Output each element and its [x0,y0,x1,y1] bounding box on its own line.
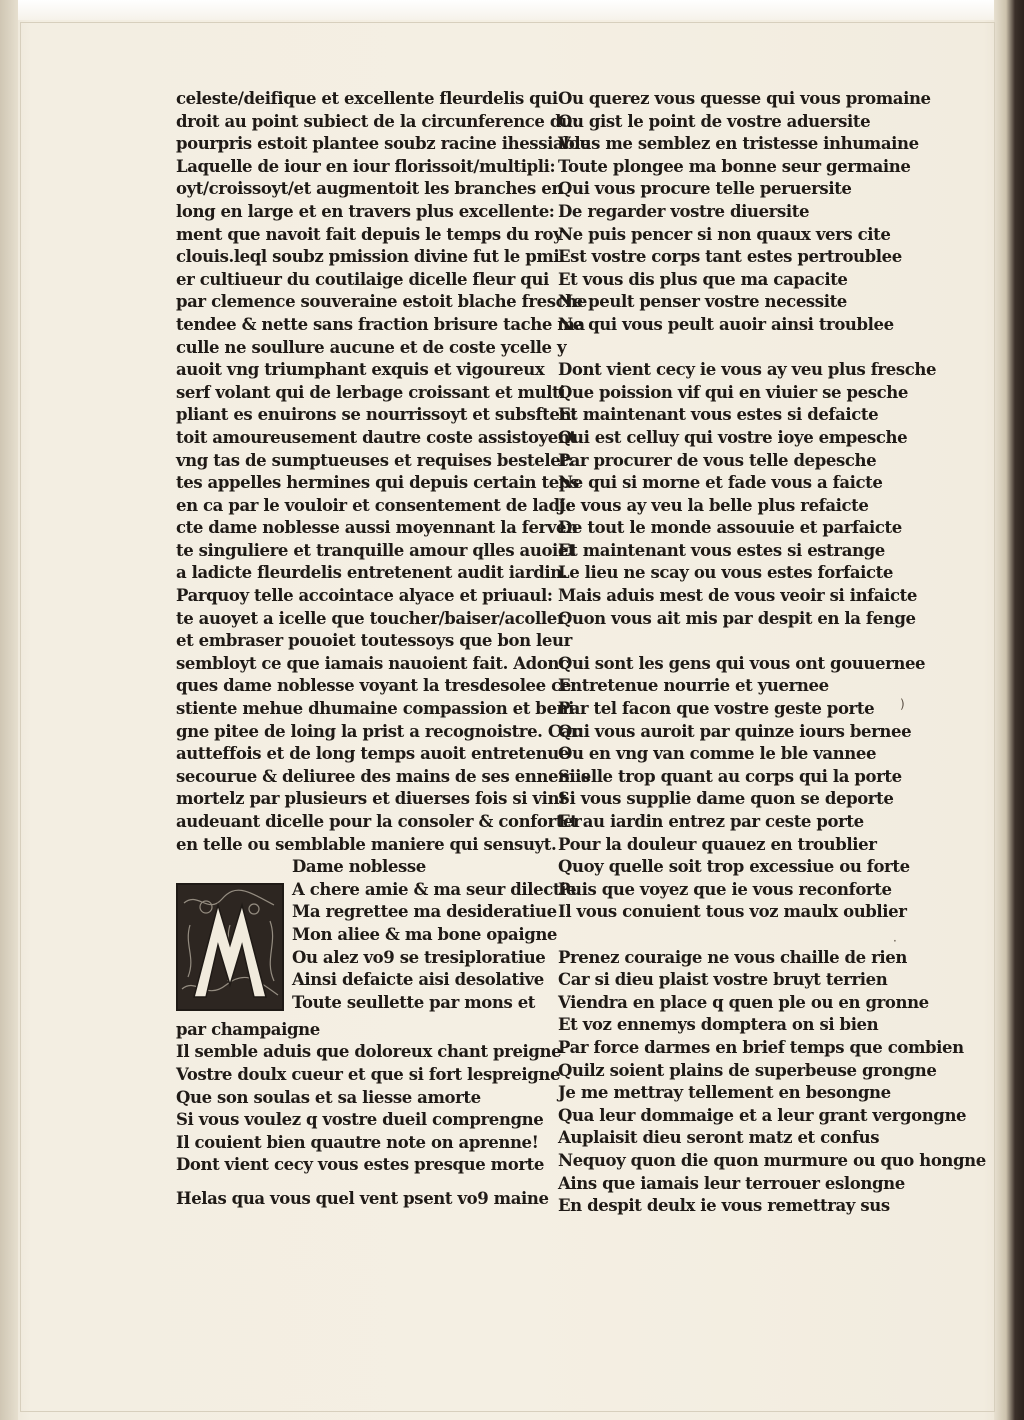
verse-line: par champaigne [176,1019,320,1039]
prose-line: celeste/deifique et excellente fleurdelis qui [176,89,558,108]
prose-line: serf volant qui de lerbage croissant et multi [176,382,566,402]
verse-line: Qui vous auroit par quinze iours bernee [558,721,912,741]
verse-line: Il semble aduis que doloreux chant preigne [176,1042,562,1062]
verse-line: Ains que iamais leur terrouer eslongne [558,1173,905,1193]
verse-line: Puis que voyez que ie vous reconforte [558,879,892,899]
prose-line: Laquelle de iour en iour florissoit/multipli: [176,156,556,176]
verse-line: De tout le monde assouuie et parfaicte [558,518,902,538]
verse-line: Quilz soient plains de superbeuse grongne [558,1060,937,1080]
verse-line: Entretenue nourrie et yuernee [558,676,829,696]
prose-line: vng tas de sumptueuses et requises bestelet: [176,450,574,470]
verse-line: Ne qui vous peult auoir ainsi troublee [558,314,894,334]
prose-line: ques dame noblesse voyant la tresdesolee ce: [176,676,577,696]
prose-line: mortelz par plusieurs et diuerses fois si vint [176,789,567,809]
verse-line: Si vous supplie dame quon se deporte [558,789,894,809]
prose-line: secourue & deliuree des mains de ses ennemis [176,766,590,786]
verse-line: Car si dieu plaist vostre bruyt terrien [558,970,888,990]
prose-line: tendee & nette sans fraction brisure tache ma [176,314,585,334]
verse-line: Il vous conuient tous voz maulx oublier [558,902,907,922]
verse-line: Ainsi defaicte aisi desolative [292,970,544,990]
verse-line: Ma regrettee ma desideratiue [292,902,557,922]
signature-mark: · [893,934,897,948]
verse-line: A chere amie & ma seur dilectie [292,879,577,899]
prose-line: Parquoy telle accointace alyace et priuaul: [176,586,553,606]
verse-line: Le lieu ne scay ou vous estes forfaicte [558,563,893,583]
verse-line: Ou en vng van comme le ble vannee [558,744,877,764]
verse-line: Vostre doulx cueur et que si fort lespreigne [176,1064,561,1084]
decorated-initial-m-image [176,883,284,1011]
verse-line: Je me mettray tellement en besongne [558,1083,891,1103]
verse-line: Si vous voulez q vostre dueil comprengne [176,1110,544,1130]
verse-line: Par procurer de vous telle depesche [558,450,877,470]
verse-line: Vous me semblez en tristesse inhumaine [558,134,919,154]
prose-line: droit au point subiect de la circunference du: [176,111,579,131]
prose-line: ment que navoit fait depuis le temps du roy [176,224,563,244]
verse-line: Auplaisit dieu seront matz et confus [558,1128,880,1148]
verse-line: Ou querez vous quesse qui vous promaine [558,89,931,108]
verse-line: Nequoy quon die quon murmure ou quo hongne [558,1150,986,1170]
prose-line: toit amoureusement dautre coste assistoyent [176,427,577,447]
verse-line: Dont vient cecy vous estes presque morte [176,1155,544,1175]
left-last-line: Helas qua vous quel vent psent vo9 maine [176,1188,549,1208]
margin-mark: ) [900,697,905,711]
verse-line: Ou alez vo9 se tresiploratiue [292,947,546,967]
prose-line: culle ne soullure aucune et de coste ycelle y [176,337,567,357]
prose-line: en telle ou semblable maniere qui sensuyt. [176,834,557,854]
verse-line: Qui sont les gens qui vous ont gouuernee [558,653,926,673]
book-binding-edge [994,0,1024,1420]
verse-beside-initial [292,879,576,1015]
left-column [176,88,591,1211]
verse-line: Ne puis pencer si non quaux vers cite [558,224,891,244]
stanza-2 [558,359,958,630]
verse-line: De regarder vostre diuersite [558,201,810,221]
drop-cap-block [176,879,577,1019]
right-column [558,88,986,1218]
prose-line: audeuant dicelle pour la consoler & conforter [176,812,582,831]
speaker-heading: Dame noblesse [292,857,426,877]
verse-line: Ne peult penser vostre necessite [558,292,847,312]
verse-line: Toute seullette par mons et [292,992,536,1012]
verse-line: En despit deulx ie vous remettray sus [558,1196,890,1216]
prose-line: te singuliere et tranquille amour qlles auoiet [176,540,576,560]
verse-line: Et vous dis plus que ma capacite [558,269,848,289]
verse-line: Qui vous procure telle peruersite [558,179,852,199]
prose-line: par clemence souveraine estoit blache fresche [176,292,587,312]
verse-line: Dont vient cecy ie vous ay veu plus fresche [558,360,937,380]
verse-line: Ou gist le point de vostre aduersite [558,111,871,131]
stanza-1 [558,88,958,337]
verse-after-initial [176,1019,562,1177]
verse-line: Qua leur dommaige et a leur grant vergongne [558,1105,967,1125]
verse-line: Mon aliee & ma bone opaigne [292,924,558,944]
verse-line: Est vostre corps tant estes pertroublee [558,247,902,267]
prose-line: er cultiueur du coutilaige dicelle fleur qui [176,269,549,289]
verse-line: Quoy quelle soit trop excessiue ou forte [558,857,910,877]
verse-line: Par force darmes en brief temps que combien [558,1037,964,1057]
verse-line: Et au iardin entrez par ceste porte [558,812,864,831]
verse-line: Et voz ennemys domptera on si bien [558,1015,879,1035]
prose-line: clouis.leql soubz pmission divine fut le pmi: [176,247,565,267]
verse-line: Et maintenant vous estes si defaicte [558,405,879,425]
verse-line: Qui est celluy qui vostre ioye empesche [558,427,908,447]
prose-line: cte dame noblesse aussi moyennant la ferven [176,518,578,538]
prose-line: et embraser pouoiet toutessoys que bon leur [176,631,572,651]
verse-line: Pour la douleur quauez en troublier [558,834,877,854]
prose-line: long en large et en travers plus excellente: [176,201,555,221]
verse-line: Mais aduis mest de vous veoir si infaicte [558,586,917,606]
verse-line: Que poission vif qui en viuier se pesche [558,382,908,402]
stanza-3 [558,653,958,924]
verse-line: Ne qui si morne et fade vous a faicte [558,473,883,493]
verse-line: Et maintenant vous estes si estrange [558,540,885,560]
prose-line: oyt/croissoyt/et augmentoit les branches en [176,179,563,199]
prose-line: pliant es enuirons se nourrissoyt et subsften: [176,405,577,425]
prose-block [176,88,591,856]
verse-line: Je vous ay veu la belle plus refaicte [558,495,869,515]
prose-line: pourpris estoit plantee soubz racine ihessiable [176,134,591,154]
prose-line: gne pitee de loing la prist a recognoistre. Car [176,721,580,741]
verse-line: Que son soulas et sa liesse amorte [176,1087,481,1107]
prose-line: stiente mehue dhumaine compassion et beni: [176,699,580,719]
verse-line: Prenez couraige ne vous chaille de rien [558,947,907,967]
prose-line: te auoyet a icelle que toucher/baiser/acoller [176,608,566,628]
verse-line: Viendra en place q quen ple ou en gronne [558,992,929,1012]
top-margin [0,0,1024,20]
prose-line: autteffois et de long temps auoit entretenue [176,744,569,764]
verse-line: Toute plongee ma bonne seur germaine [558,156,911,176]
prose-line: en ca par le vouloir et consentement de ladi: [176,495,572,515]
verse-line: Si elle trop quant au corps qui la porte [558,766,902,786]
prose-line: auoit vng triumphant exquis et vigoureux [176,360,545,380]
stanza-4 [558,947,986,1218]
page-left-edge [0,0,18,1420]
verse-line: Quon vous ait mis par despit en la fenge [558,608,916,628]
prose-line: a ladicte fleurdelis entretenent audit iardin. [176,563,568,583]
verse-line: Par tel facon que vostre geste porte [558,699,875,719]
verse-line: Il couient bien quautre note on aprenne! [176,1132,539,1152]
prose-line: sembloyt ce que iamais nauoient fait. Adonc [176,653,569,673]
prose-line: tes appelles hermines qui depuis certain teps [176,473,579,493]
